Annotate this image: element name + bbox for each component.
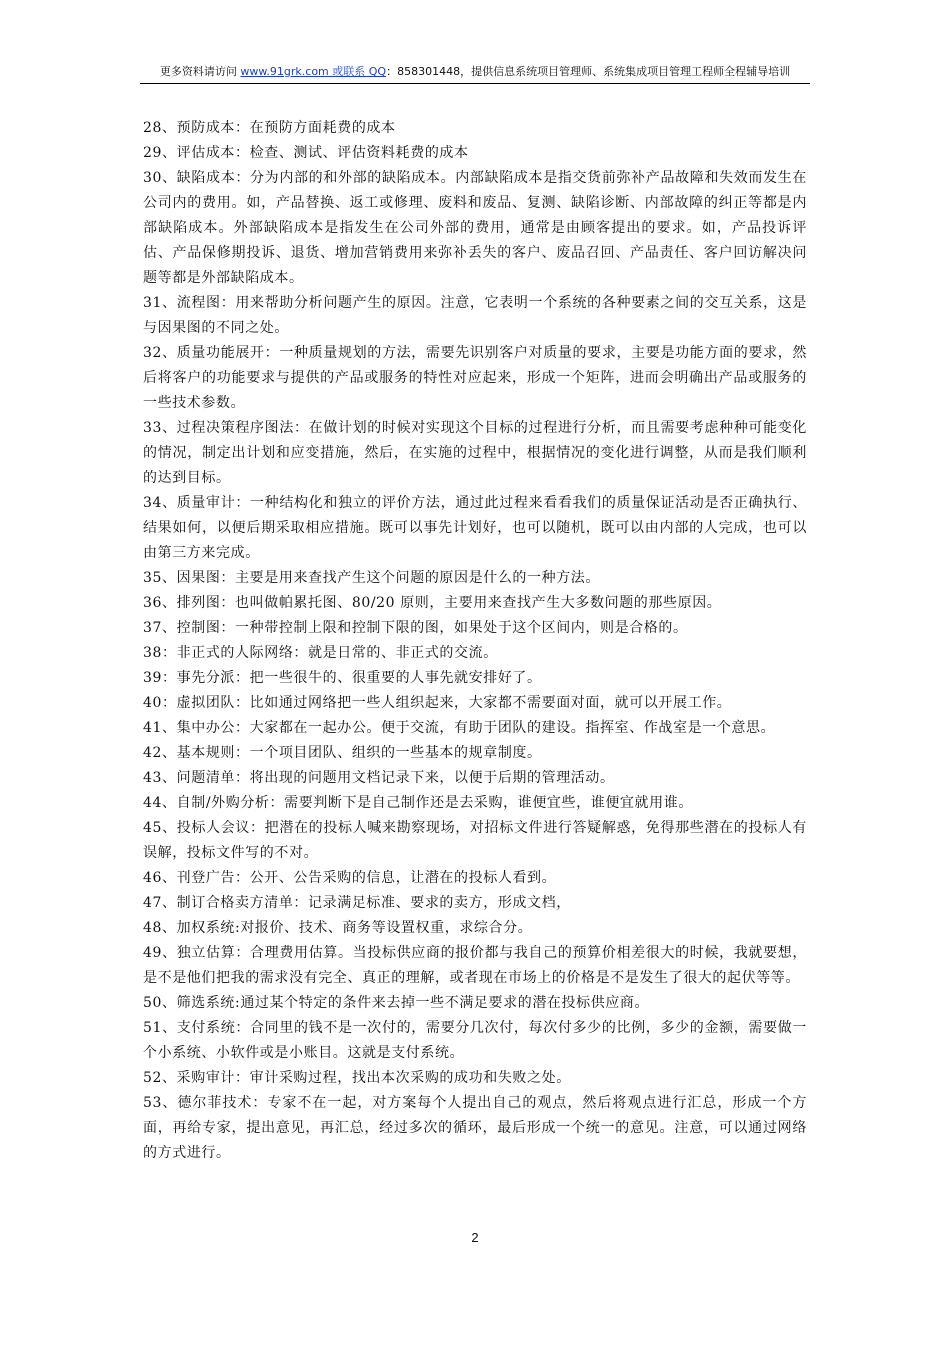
term-entry-34: 34、质量审计：一种结构化和独立的评价方法，通过此过程来看看我们的质量保证活动是否正确执行、结果如何，以便后期采取相应措施。既可以事先计划好，也可以随机，既可以由内部的人完成，也可以由第三方来完成。 bbox=[143, 495, 807, 561]
term-entry-37: 37、控制图：一种带控制上限和控制下限的图，如果处于这个区间内，则是合格的。 bbox=[143, 620, 688, 636]
term-entry-44: 44、自制/外购分析：需要判断下是自己制作还是去采购，谁便宜些，谁便宜就用谁。 bbox=[143, 795, 693, 811]
term-entry-48: 48、加权系统:对报价、技术、商务等设置权重，求综合分。 bbox=[143, 920, 533, 936]
term-entry-43: 43、问题清单：将出现的问题用文档记录下来，以便于后期的管理活动。 bbox=[143, 770, 615, 786]
term-entry-46: 46、刊登广告：公开、公告采购的信息，让潜在的投标人看到。 bbox=[143, 870, 557, 886]
term-entry-52: 52、采购审计：审计采购过程，找出本次采购的成功和失败之处。 bbox=[143, 1070, 571, 1086]
term-entry-29: 29、评估成本：检查、测试、评估资料耗费的成本 bbox=[143, 145, 469, 161]
term-entry-38: 38：非正式的人际网络：就是日常的、非正式的交流。 bbox=[143, 645, 498, 661]
header-suffix: ：858301448，提供信息系统项目管理师、系统集成项目管理工程师全程辅导培训 bbox=[386, 65, 791, 78]
website-link[interactable]: www.91grk.com 或联系 QQ bbox=[240, 65, 387, 78]
term-entry-32: 32、质量功能展开：一种质量规划的方法，需要先识别客户对质量的要求，主要是功能方面的要求，然后将客户的功能要求与提供的产品或服务的特性对应起来，形成一个矩阵，进而会明确出产品或服务的一些技术参数。 bbox=[143, 345, 807, 411]
term-entry-39: 39：事先分派：把一些很牛的、很重要的人事先就安排好了。 bbox=[143, 670, 542, 686]
term-entry-28: 28、预防成本：在预防方面耗费的成本 bbox=[143, 120, 396, 136]
page-number: 2 bbox=[471, 1230, 479, 1245]
term-entry-42: 42、基本规则：一个项目团队、组织的一些基本的规章制度。 bbox=[143, 745, 542, 761]
term-entry-36: 36、排列图：也叫做帕累托图、80/20 原则，主要用来查找产生大多数问题的那些原因。 bbox=[143, 595, 722, 611]
term-entry-47: 47、制订合格卖方清单：记录满足标准、要求的卖方，形成文档， bbox=[143, 895, 571, 911]
term-entry-31: 31、流程图：用来帮助分析问题产生的原因。注意，它表明一个系统的各种要素之间的交互关系，这是与因果图的不同之处。 bbox=[143, 295, 807, 336]
term-entry-33: 33、过程决策程序图法：在做计划的时候对实现这个目标的过程进行分析，而且需要考虑种种可能变化的情况，制定出计划和应变措施，然后，在实施的过程中，根据情况的变化进行调整，从而是我们顺利的达到目标。 bbox=[143, 420, 807, 486]
header-prefix: 更多资料请访问 bbox=[159, 65, 241, 78]
term-entry-45: 45、投标人会议：把潜在的投标人喊来勘察现场，对招标文件进行答疑解惑，免得那些潜在的投标人有误解，投标文件写的不对。 bbox=[143, 820, 807, 861]
term-entry-53: 53、德尔菲技术：专家不在一起，对方案每个人提出自己的观点，然后将观点进行汇总，形成一个方面，再给专家，提出意见，再汇总，经过多次的循环，最后形成一个统一的意见。注意，可以通过网络的方式进行。 bbox=[143, 1095, 807, 1161]
term-entry-30: 30、缺陷成本：分为内部的和外部的缺陷成本。内部缺陷成本是指交货前弥补产品故障和失效而发生在公司内的费用。如，产品替换、返工或修理、废料和废品、复测、缺陷诊断、内部故障的纠正等都是内部缺陷成本。外部缺陷成本是指发生在公司外部的费用，通常是由顾客提出的要求。如，产品投诉评估、产品保修期投诉、退货、增加营销费用来弥补丢失的客户、废品召回、产品责任、客户回访解决问题等都是外部缺陷成本。 bbox=[143, 170, 807, 286]
page-header bbox=[140, 64, 810, 84]
term-entry-35: 35、因果图：主要是用来查找产生这个问题的原因是什么的一种方法。 bbox=[143, 570, 601, 586]
term-entry-41: 41、集中办公：大家都在一起办公。便于交流，有助于团队的建设。指挥室、作战室是一个意思。 bbox=[143, 720, 776, 736]
term-entry-40: 40：虚拟团队：比如通过网络把一些人组织起来，大家都不需要面对面，就可以开展工作。 bbox=[143, 695, 732, 711]
term-entry-51: 51、支付系统：合同里的钱不是一次付的，需要分几次付，每次付多少的比例，多少的金额，需要做一个小系统、小软件或是小账目。这就是支付系统。 bbox=[143, 1020, 807, 1061]
term-entry-50: 50、筛选系统:通过某个特定的条件来去掉一些不满足要求的潜在投标供应商。 bbox=[143, 995, 650, 1011]
term-entry-49: 49、独立估算：合理费用估算。当投标供应商的报价都与我自己的预算价相差很大的时候，我就要想，是不是他们把我的需求没有完全、真正的理解，或者现在市场上的价格是不是发生了很大的起伏等等。 bbox=[143, 945, 807, 986]
document-body bbox=[143, 116, 807, 1166]
